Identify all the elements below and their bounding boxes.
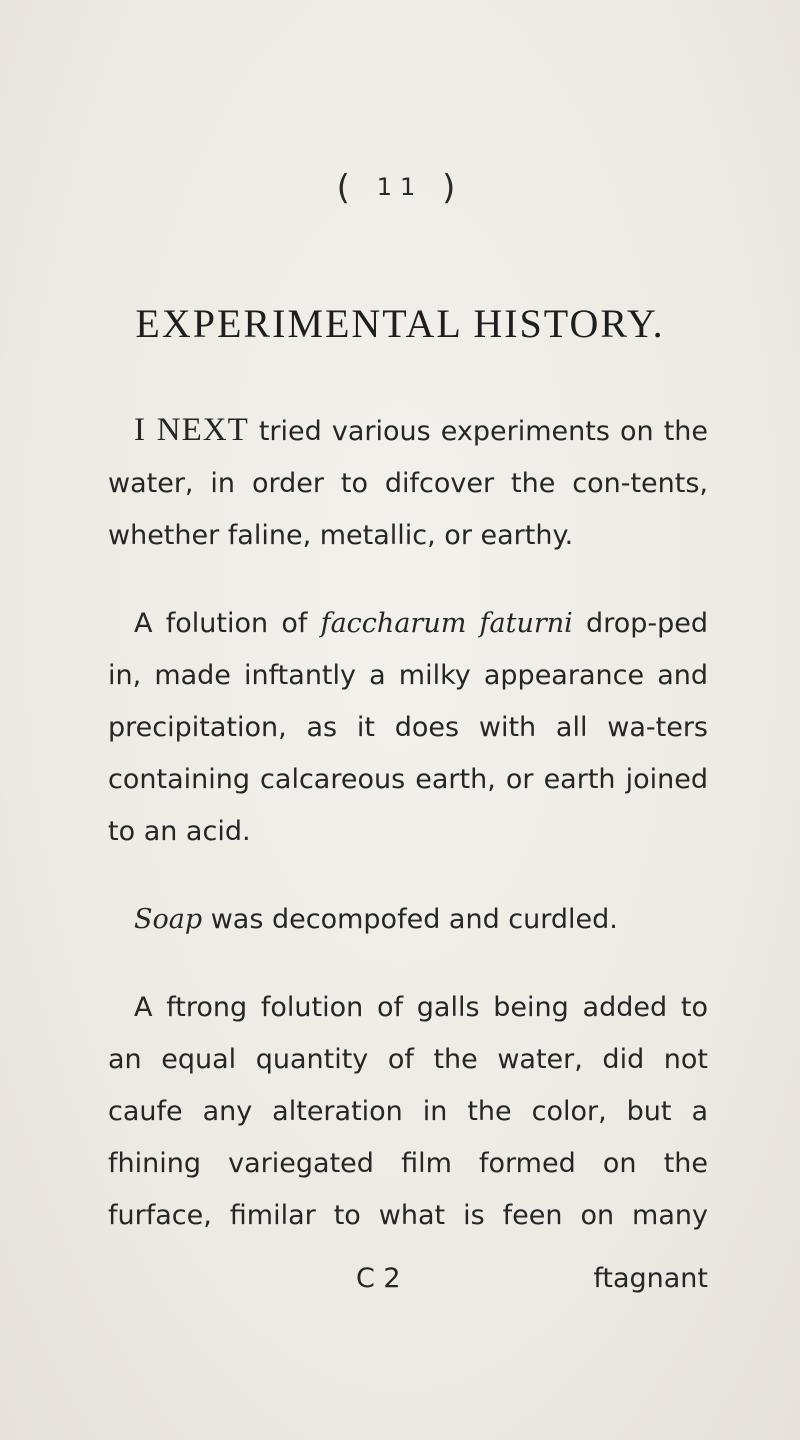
paragraph-1-text: tried various experiments on the water, in order to difcover the con-tents, whether faline, metallic, or earthy. xyxy=(108,416,709,551)
paragraph-3-italic: Soap xyxy=(134,904,203,935)
paragraph-2 xyxy=(108,598,708,858)
paragraph-3 xyxy=(108,894,708,946)
paragraph-4-text: ftrong folution of galls being added to an equal quantity of the water, did not caufe any alteration in the color, but a fhining variegated film formed on the furface, fimilar to what is feen on many xyxy=(108,992,708,1231)
page-number-open-paren: ( xyxy=(336,168,358,208)
signature-mark: C 2 xyxy=(356,1263,401,1294)
page-number-value: 11 xyxy=(376,173,424,201)
paragraph-2-text-after: drop-ped in, made inftantly a milky appearance and precipitation, as it does with all wa-ters containing calcareous earth, or earth joined to an acid. xyxy=(108,608,708,847)
page-number-close-paren: ) xyxy=(442,168,464,208)
page-number xyxy=(0,168,800,208)
paragraph-1 xyxy=(108,404,708,562)
paragraph-2-text-before: folution of xyxy=(152,608,321,639)
paragraph-2-lead: A xyxy=(134,608,153,639)
paragraph-1-lead: I NEXT xyxy=(134,412,249,448)
body-text xyxy=(108,404,708,1278)
catchword: ftagnant xyxy=(593,1263,708,1294)
paragraph-3-text-after: was decompofed and curdled. xyxy=(202,904,618,935)
paragraph-2-italic: faccharum faturni xyxy=(320,608,573,639)
paragraph-4 xyxy=(108,982,708,1242)
paragraph-4-lead: A xyxy=(134,992,153,1023)
running-head: EXPERIMENTAL HISTORY. xyxy=(135,301,665,346)
